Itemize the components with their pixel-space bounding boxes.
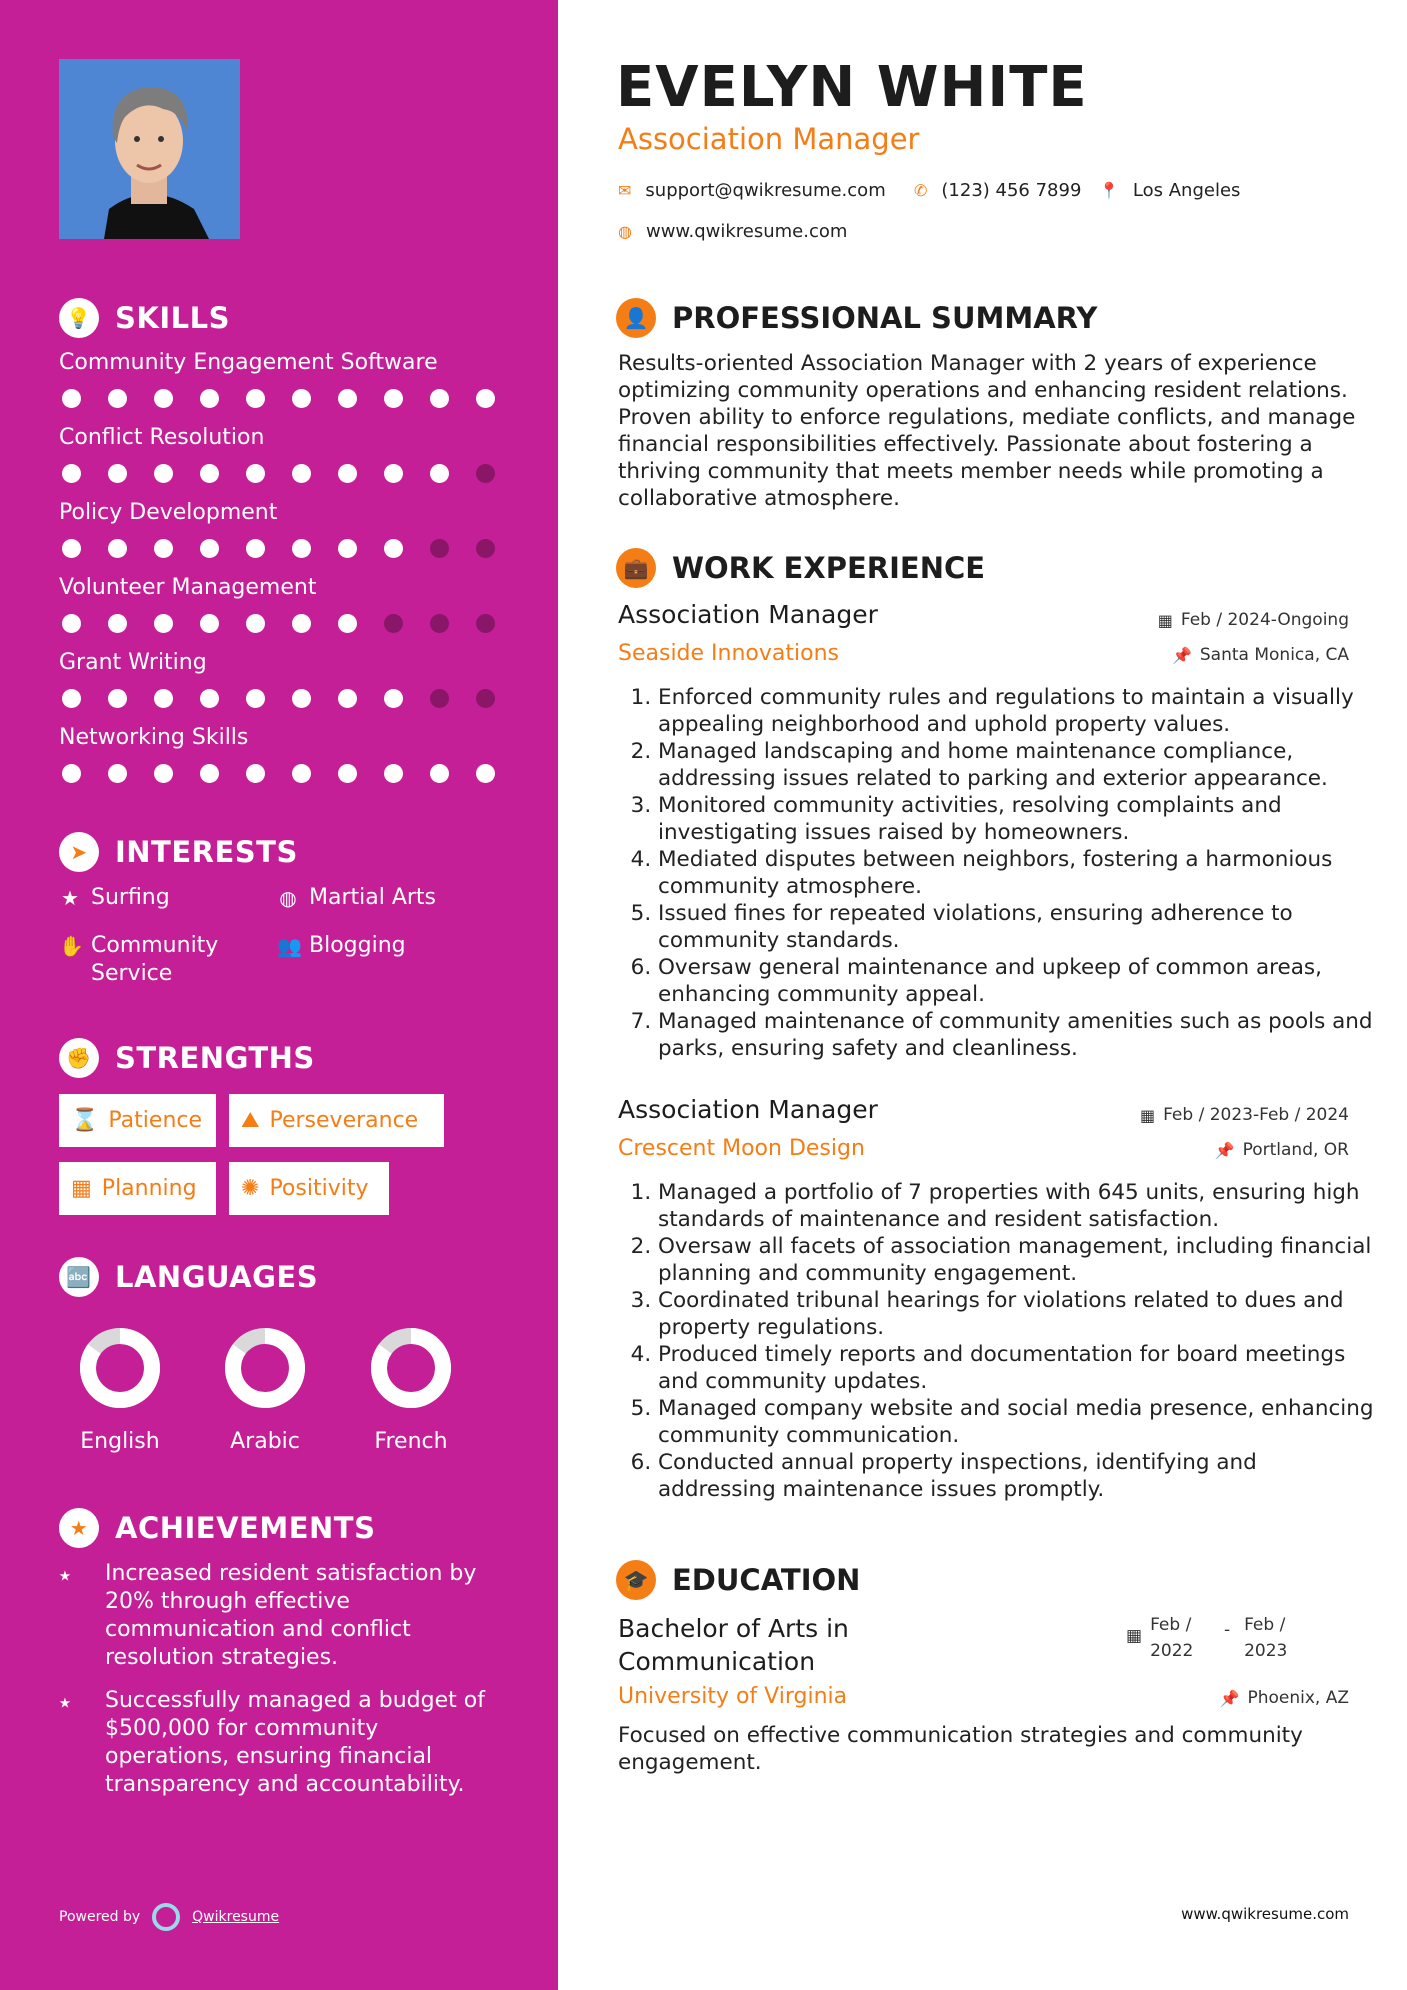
- rating-dot-filled: [108, 614, 127, 633]
- skill-name: Volunteer Management: [59, 575, 317, 600]
- rating-dot-empty: [430, 614, 449, 633]
- language-label: French: [374, 1429, 448, 1454]
- duty-item: 2. Oversaw all facets of association management, including financial planning and community engagement.: [658, 1233, 1380, 1287]
- strengths-heading: [59, 1038, 315, 1078]
- rating-dot-filled: [338, 764, 357, 783]
- hand-icon: ✋: [59, 934, 84, 958]
- rating-dot-filled: [246, 389, 265, 408]
- users-icon: 👥: [277, 934, 302, 958]
- qwikresume-link[interactable]: Qwikresume: [192, 1909, 280, 1925]
- skill-name: Policy Development: [59, 500, 278, 525]
- language-item: [336, 1325, 486, 1454]
- rating-dot-filled: [154, 539, 173, 558]
- rating-dot-filled: [338, 539, 357, 558]
- summary-title: PROFESSIONAL SUMMARY: [672, 301, 1098, 335]
- rating-dot-filled: [384, 689, 403, 708]
- skill-rating: [62, 539, 499, 558]
- achievement-text: Increased resident satisfaction by 20% through effective communication and conflict resolution strategies.: [105, 1561, 477, 1670]
- achievements-heading: [59, 1508, 375, 1548]
- rating-dot-filled: [338, 689, 357, 708]
- shooting-star-icon: ⭑: [59, 1690, 71, 1715]
- paper-plane-icon: ➤: [59, 832, 99, 872]
- interest-item: [59, 884, 170, 912]
- rating-dot-filled: [338, 389, 357, 408]
- duty-item: 1. Managed a portfolio of 7 properties with 645 units, ensuring high standards of maintenance and resident satisfaction.: [658, 1179, 1380, 1233]
- qwikresume-logo-icon: [152, 1903, 180, 1931]
- rating-dot-empty: [476, 539, 495, 558]
- rating-dot-filled: [384, 464, 403, 483]
- job-dates-text: Feb / 2024-Ongoing: [1180, 610, 1349, 630]
- rating-dot-filled: [384, 389, 403, 408]
- skill-name: Networking Skills: [59, 725, 249, 750]
- job-role: Association Manager: [618, 1095, 878, 1124]
- contact-location: [1099, 180, 1240, 201]
- powered-by: [59, 1903, 279, 1931]
- user-icon: 👤: [616, 298, 656, 338]
- rating-dot-filled: [246, 539, 265, 558]
- road-icon: ⛰: [241, 1108, 260, 1133]
- powered-by-label: Powered by: [59, 1909, 141, 1925]
- skill-item: [59, 650, 499, 708]
- language-item: [190, 1325, 340, 1454]
- interests-heading: [59, 832, 298, 872]
- pin-icon: 📌: [1214, 1140, 1235, 1160]
- rating-dot-filled: [154, 389, 173, 408]
- duty-item: 7. Managed maintenance of community amenities such as pools and parks, ensuring safety and cleanliness.: [658, 1008, 1380, 1062]
- duty-item: 3. Monitored community activities, resolving complaints and investigating issues raised by homeowners.: [658, 792, 1380, 846]
- rating-dot-filled: [292, 464, 311, 483]
- pin-icon: 📌: [1219, 1688, 1240, 1708]
- rating-dot-filled: [430, 764, 449, 783]
- fist-icon: ✊: [59, 1038, 99, 1078]
- strength-badge: [229, 1094, 444, 1147]
- rating-dot-filled: [246, 689, 265, 708]
- rating-dot-filled: [292, 389, 311, 408]
- summary-heading: [616, 298, 1097, 338]
- rating-dot-filled: [246, 464, 265, 483]
- rating-dot-empty: [384, 614, 403, 633]
- duty-item: 5. Managed company website and social media presence, enhancing community communication.: [658, 1395, 1380, 1449]
- interest-item: [277, 884, 436, 912]
- rating-dot-empty: [476, 614, 495, 633]
- contact-website: [618, 221, 847, 242]
- education-date-separator: -: [1223, 1620, 1231, 1640]
- duty-item: 4. Mediated disputes between neighbors, fostering a harmonious community atmosphere.: [658, 846, 1380, 900]
- education-heading: [616, 1560, 860, 1600]
- rating-dot-filled: [154, 689, 173, 708]
- achievement-item: [59, 1687, 499, 1799]
- calendar-icon: ▦: [1157, 610, 1173, 630]
- job-duties: [640, 684, 1380, 1062]
- rating-dot-filled: [108, 389, 127, 408]
- achievements-title: ACHIEVEMENTS: [115, 1511, 376, 1545]
- education-title: EDUCATION: [672, 1563, 861, 1597]
- sun-icon: ✺: [241, 1176, 260, 1201]
- rating-dot-filled: [384, 539, 403, 558]
- strength-label: Perseverance: [269, 1108, 419, 1133]
- envelope-icon: ✉: [618, 181, 632, 200]
- skill-rating: [62, 689, 499, 708]
- skill-rating: [62, 389, 499, 408]
- rating-dot-filled: [200, 539, 219, 558]
- strength-label: Planning: [101, 1176, 197, 1201]
- main-content: [558, 0, 1407, 1990]
- skill-item: [59, 500, 499, 558]
- skills-title: SKILLS: [115, 301, 230, 335]
- education-location-text: Phoenix, AZ: [1247, 1688, 1349, 1708]
- person-name: EVELYN WHITE: [616, 55, 1088, 120]
- rating-dot-filled: [62, 464, 81, 483]
- job-location-text: Santa Monica, CA: [1199, 645, 1349, 665]
- rating-dot-filled: [108, 689, 127, 708]
- rating-dot-filled: [62, 389, 81, 408]
- job-dates: [1140, 1105, 1349, 1125]
- rating-dot-filled: [62, 614, 81, 633]
- duty-item: 5. Issued fines for repeated violations, ensuring adherence to community standards.: [658, 900, 1380, 954]
- skill-item: [59, 425, 499, 483]
- skill-name: Grant Writing: [59, 650, 207, 675]
- calendar-icon: ▦: [71, 1176, 92, 1201]
- location-text: Los Angeles: [1132, 180, 1241, 201]
- contact-email: [618, 180, 886, 201]
- rating-dot-filled: [246, 614, 265, 633]
- interest-item: [277, 932, 406, 960]
- achievement-item: [59, 1560, 499, 1672]
- globe-icon: ◍: [279, 886, 297, 910]
- interest-label: Community Service: [91, 933, 219, 986]
- strength-badge: [59, 1162, 216, 1215]
- experience-heading: [616, 548, 985, 588]
- duty-item: 6. Conducted annual property inspections, identifying and addressing maintenance issues promptly.: [658, 1449, 1380, 1503]
- rating-dot-filled: [338, 464, 357, 483]
- strength-label: Patience: [108, 1108, 203, 1133]
- job-company: Seaside Innovations: [618, 641, 839, 666]
- rating-dot-filled: [62, 764, 81, 783]
- job-location: [1215, 1140, 1349, 1160]
- language-label: English: [80, 1429, 160, 1454]
- language-item: [45, 1325, 195, 1454]
- contact-phone: [914, 180, 1081, 201]
- hourglass-icon: ⌛: [71, 1108, 99, 1133]
- skill-rating: [62, 464, 499, 483]
- briefcase-icon: 💼: [616, 548, 656, 588]
- duty-item: 2. Managed landscaping and home maintenance compliance, addressing issues related to parking and exterior appearance.: [658, 738, 1380, 792]
- rating-dot-filled: [200, 389, 219, 408]
- rating-dot-empty: [430, 539, 449, 558]
- skill-name: Conflict Resolution: [59, 425, 265, 450]
- rating-dot-filled: [430, 389, 449, 408]
- interest-label: Surfing: [91, 885, 170, 910]
- language-donut: [222, 1325, 308, 1411]
- job-dates: [1158, 610, 1349, 630]
- profile-photo: [59, 59, 240, 239]
- duty-item: 4. Produced timely reports and documentation for board meetings and community updates.: [658, 1341, 1380, 1395]
- skills-heading: [59, 298, 230, 338]
- interests-title: INTERESTS: [115, 835, 298, 869]
- rating-dot-filled: [476, 389, 495, 408]
- shooting-star-icon: ⭑: [59, 1563, 71, 1588]
- duty-item: 3. Coordinated tribunal hearings for violations related to dues and property regulations.: [658, 1287, 1380, 1341]
- star-icon: ★: [61, 886, 79, 910]
- duty-item: 6. Oversaw general maintenance and upkeep of common areas, enhancing community appeal.: [658, 954, 1380, 1008]
- interest-label: Blogging: [309, 933, 406, 958]
- rating-dot-filled: [108, 464, 127, 483]
- language-donut: [77, 1325, 163, 1411]
- job-company: Crescent Moon Design: [618, 1136, 865, 1161]
- language-icon: 🔤: [59, 1257, 99, 1297]
- calendar-icon: ▦: [1139, 1105, 1156, 1125]
- skill-item: [59, 350, 499, 408]
- pin-icon: 📌: [1171, 645, 1192, 665]
- skill-rating: [62, 764, 499, 783]
- languages-heading: [59, 1257, 318, 1297]
- globe-icon: ◍: [618, 222, 632, 241]
- skill-item: [59, 575, 499, 633]
- skill-name: Community Engagement Software: [59, 350, 438, 375]
- rating-dot-filled: [154, 764, 173, 783]
- email-text[interactable]: support@qwikresume.com: [645, 180, 886, 201]
- rating-dot-filled: [200, 689, 219, 708]
- job-location-text: Portland, OR: [1242, 1140, 1349, 1160]
- rating-dot-filled: [246, 764, 265, 783]
- calendar-icon: ▦: [1126, 1626, 1143, 1646]
- rating-dot-filled: [292, 764, 311, 783]
- graduation-cap-icon: 🎓: [616, 1560, 656, 1600]
- medal-star-icon: ★: [59, 1508, 99, 1548]
- job-duties: [640, 1179, 1380, 1503]
- education-description: Focused on effective communication strategies and community engagement.: [618, 1723, 1303, 1775]
- lightbulb-icon: 💡: [59, 298, 99, 338]
- rating-dot-filled: [292, 614, 311, 633]
- languages-title: LANGUAGES: [115, 1260, 319, 1294]
- interest-label: Martial Arts: [309, 885, 437, 910]
- footer-website[interactable]: www.qwikresume.com: [1181, 1905, 1349, 1923]
- duty-item: 1. Enforced community rules and regulations to maintain a visually appealing neighborhood and uphold property values.: [658, 684, 1380, 738]
- rating-dot-filled: [430, 464, 449, 483]
- rating-dot-empty: [476, 464, 495, 483]
- rating-dot-filled: [62, 689, 81, 708]
- skill-rating: [62, 614, 499, 633]
- education-degree: Bachelor of Arts in Communication: [618, 1614, 849, 1676]
- rating-dot-filled: [108, 539, 127, 558]
- rating-dot-filled: [292, 689, 311, 708]
- experience-title: WORK EXPERIENCE: [672, 551, 986, 585]
- summary-text: Results-oriented Association Manager with 2 years of experience optimizing community operations and enhancing resident relations. Proven ability to enforce regulations, mediate conflicts, and manage financial responsibilities effectively. Passionate about fostering a thriving community that meets member needs while promoting a collaborative atmosphere.: [618, 351, 1356, 511]
- sidebar: [0, 0, 558, 1990]
- phone-text[interactable]: (123) 456 7899: [941, 180, 1082, 201]
- job-dates-text: Feb / 2023-Feb / 2024: [1163, 1105, 1349, 1125]
- rating-dot-filled: [476, 764, 495, 783]
- map-pin-icon: 📍: [1099, 181, 1119, 200]
- phone-icon: ✆: [914, 181, 928, 200]
- rating-dot-filled: [154, 614, 173, 633]
- job-location: [1172, 645, 1349, 665]
- rating-dot-filled: [154, 464, 173, 483]
- language-donut: [368, 1325, 454, 1411]
- rating-dot-empty: [476, 689, 495, 708]
- rating-dot-filled: [200, 764, 219, 783]
- education-location: [1220, 1688, 1349, 1708]
- language-label: Arabic: [230, 1429, 300, 1454]
- strength-badge: [59, 1094, 216, 1147]
- portrait-illustration: [59, 59, 240, 239]
- rating-dot-filled: [62, 539, 81, 558]
- education-school: University of Virginia: [618, 1684, 848, 1709]
- rating-dot-empty: [430, 689, 449, 708]
- rating-dot-filled: [200, 464, 219, 483]
- rating-dot-filled: [338, 614, 357, 633]
- person-title: Association Manager: [618, 122, 920, 156]
- education-end: Feb / 2023: [1244, 1615, 1288, 1661]
- education-start: Feb / 2022: [1150, 1615, 1194, 1661]
- rating-dot-filled: [200, 614, 219, 633]
- education-dates: [1126, 1612, 1304, 1664]
- rating-dot-filled: [108, 764, 127, 783]
- rating-dot-filled: [384, 764, 403, 783]
- achievement-text: Successfully managed a budget of $500,000 for community operations, ensuring financial transparency and accountability.: [105, 1688, 485, 1797]
- interest-item: [59, 932, 259, 988]
- strength-label: Positivity: [269, 1176, 369, 1201]
- strength-badge: [229, 1162, 389, 1215]
- skill-item: [59, 725, 499, 783]
- strengths-title: STRENGTHS: [115, 1041, 315, 1075]
- job-role: Association Manager: [618, 600, 878, 629]
- website-text[interactable]: www.qwikresume.com: [645, 221, 848, 242]
- rating-dot-filled: [292, 539, 311, 558]
